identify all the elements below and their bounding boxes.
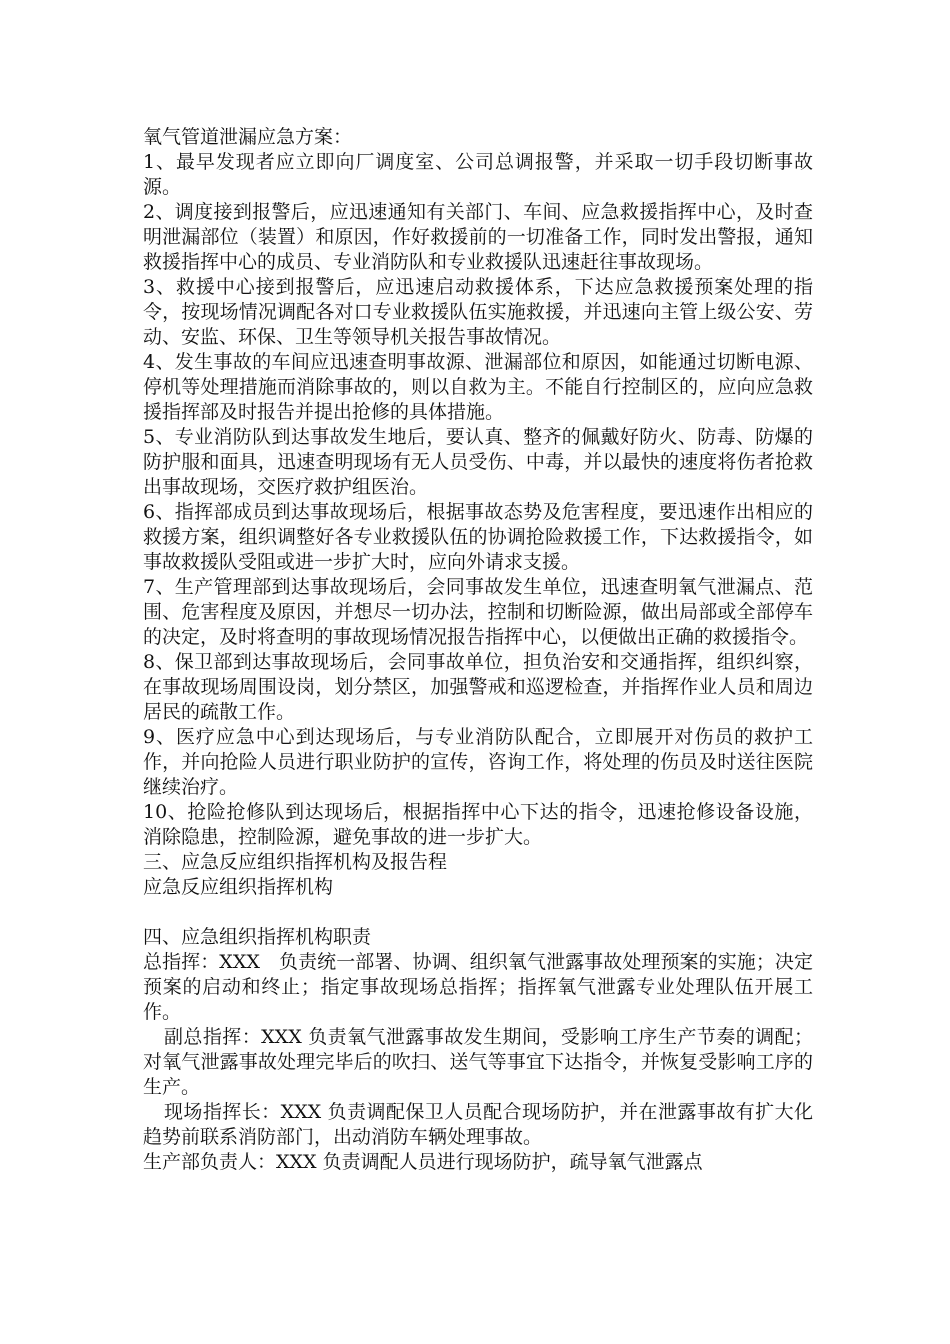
section-4-heading: 四、应急组织指挥机构职责	[143, 926, 372, 948]
step-4: 4、发生事故的车间应迅速查明事故源、泄漏部位和原因，如能通过切断电源、停机等处理措施而消除事故的，则以自救为主。不能自行控制区的，应向应急救援指挥部及时报告并提出抢修的具体措施。	[143, 351, 813, 423]
step-6: 6、指挥部成员到达事故现场后，根据事故态势及危害程度，要迅速作出相应的救援方案，组织调整好各专业救援队伍的协调抢险救援工作，下达救援指令，如事故救援队受阻或进一步扩大时，应向外请求支援。	[143, 501, 813, 573]
step-5: 5、专业消防队到达事故发生地后，要认真、整齐的佩戴好防火、防毒、防爆的防护服和面具，迅速查明现场有无人员受伤、中毒，并以最快的速度将伤者抢救出事故现场，交医疗救护组医治。	[143, 426, 813, 498]
duty-site-commander: 现场指挥长：XXX 负责调配保卫人员配合现场防护，并在泄露事故有扩大化趋势前联系消防部门，出动消防车辆处理事故。	[143, 1101, 813, 1148]
step-3: 3、救援中心接到报警后，应迅速启动救援体系，下达应急救援预案处理的指令，按现场情况调配各对口专业救援队伍实施救援，并迅速向主管上级公安、劳动、安监、环保、卫生等领导机关报告事故情况。	[143, 276, 813, 348]
duty-commander: 总指挥：XXX 负责统一部署、协调、组织氧气泄露事故处理预案的实施；决定预案的启动和终止；指定事故现场总指挥；指挥氧气泄露专业处理队伍开展工作。	[143, 951, 813, 1023]
duty-deputy-commander: 副总指挥：XXX 负责氧气泄露事故发生期间，受影响工序生产节奏的调配；对氧气泄露事故处理完毕后的吹扫、送气等事宜下达指令，并恢复受影响工序的生产。	[143, 1026, 813, 1098]
step-9: 9、医疗应急中心到达现场后，与专业消防队配合，立即展开对伤员的救护工作，并向抢险人员进行职业防护的宣传，咨询工作，将处理的伤员及时送往医院继续治疗。	[143, 726, 813, 798]
section-3-subheading: 应急反应组织指挥机构	[143, 876, 334, 898]
step-8: 8、保卫部到达事故现场后，会同事故单位，担负治安和交通指挥，组织纠察，在事故现场周围设岗，划分禁区，加强警戒和巡逻检查，并指挥作业人员和周边居民的疏散工作。	[143, 651, 813, 723]
document-title: 氧气管道泄漏应急方案：	[143, 126, 353, 148]
document-page	[143, 125, 813, 1175]
duty-production-head: 生产部负责人：XXX 负责调配人员进行现场防护，疏导氧气泄露点	[143, 1151, 703, 1173]
step-1: 1、最早发现者应立即向厂调度室、公司总调报警，并采取一切手段切断事故源。	[143, 151, 813, 198]
step-7: 7、生产管理部到达事故现场后，会同事故发生单位，迅速查明氧气泄漏点、范围、危害程度及原因，并想尽一切办法，控制和切断险源，做出局部或全部停车的决定，及时将查明的事故现场情况报告指挥中心，以便做出正确的救援指令。	[143, 576, 813, 648]
section-3-heading: 三、应急反应组织指挥机构及报告程	[143, 851, 448, 873]
blank-line	[143, 900, 813, 925]
step-10: 10、抢险抢修队到达现场后，根据指挥中心下达的指令，迅速抢修设备设施，消除隐患，控制险源，避免事故的进一步扩大。	[143, 801, 813, 848]
step-2: 2、调度接到报警后，应迅速通知有关部门、车间、应急救援指挥中心，及时查明泄漏部位（装置）和原因，作好救援前的一切准备工作，同时发出警报，通知救援指挥中心的成员、专业消防队和专业救援队迅速赶往事故现场。	[143, 201, 813, 273]
